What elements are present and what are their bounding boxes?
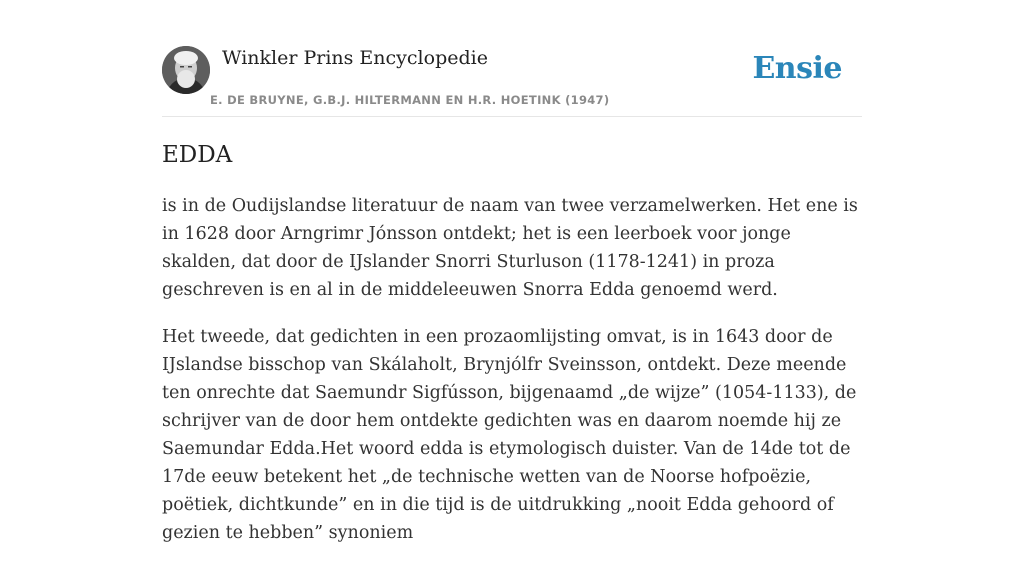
article-body	[162, 192, 862, 566]
header	[162, 46, 862, 117]
article-paragraph: Het tweede, dat gedichten in een prozaomlijsting omvat, is in 1643 door de IJslandse bisschop van Skálaholt, Brynjólfr Sveinsson, ontdekt. Deze meende ten onrechte dat Saemundr Sigfússon, bijgenaamd „de wijze” (1054-1133), de schrijver van de door hem ontdekte gedichten was en daarom noemde hij ze Saemundar Edda.Het woord edda is etymologisch duister. Van de 14de tot de 17de eeuw betekent het „de technische wetten van de Noorse hofpoëzie, poëtiek, dichtkunde” en in die tijd is de uitdrukking „nooit Edda gehoord of gezien te hebben” synoniem	[162, 327, 857, 543]
authors-line: E. DE BRUYNE, G.B.J. HILTERMANN EN H.R. HOETINK (1947)	[210, 93, 610, 107]
author-avatar	[162, 46, 210, 94]
article-paragraph: is in de Oudijslandse literatuur de naam van twee verzamelwerken. Het ene is in 1628 door Arngrimr Jónsson ontdekt; het is een leerboek voor jonge skalden, dat door de IJslander Snorri Sturluson (1178-1241) in proza geschreven is en al in de middeleeuwen Snorra Edda genoemd werd.	[162, 196, 858, 300]
site-title[interactable]: Winkler Prins Encyclopedie	[222, 47, 488, 69]
portrait-image	[162, 46, 210, 94]
brand-logo[interactable]: Ensie	[752, 51, 842, 86]
article-headword: EDDA	[162, 142, 233, 168]
page	[162, 0, 862, 543]
